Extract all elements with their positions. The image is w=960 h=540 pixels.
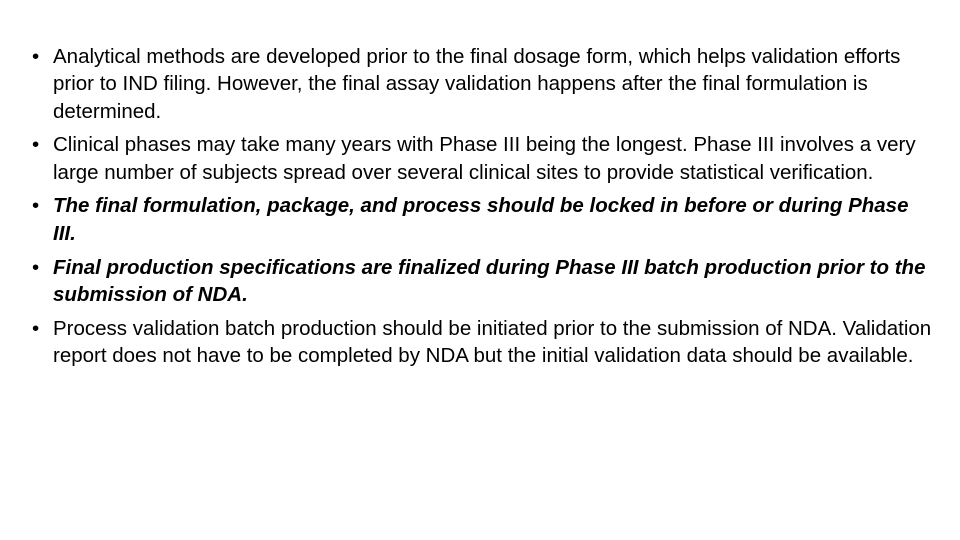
bullet-item-production-specifications (32, 254, 932, 309)
bullet-item-final-formulation (32, 192, 932, 247)
bullet-text: Analytical methods are developed prior to the final dosage form, which helps validation efforts prior to IND filing. However, the final assay validation happens after the final formulation is determined. (53, 45, 901, 123)
bullet-text: The final formulation, package, and process should be locked in before or during Phase III. (53, 194, 909, 245)
bullet-item-process-validation (32, 315, 932, 370)
bullet-item-analytical-methods (32, 43, 932, 125)
bullet-text: Final production specifications are finalized during Phase III batch production prior to the submission of NDA. (53, 255, 926, 306)
bullet-dot-icon: • (32, 133, 40, 157)
bullet-text: Clinical phases may take many years with Phase III being the longest. Phase III involves a very large number of subjects spread over several clinical sites to provide statistical verification. (53, 133, 916, 184)
bullet-text: Process validation batch production should be initiated prior to the submission of NDA. Validation report does not have to be completed by NDA but the initial validation data should be available. (53, 316, 932, 367)
bullet-item-clinical-phases (32, 131, 932, 186)
bullet-dot-icon: • (32, 45, 40, 68)
bullet-dot-icon: • (32, 194, 40, 218)
bullet-list (32, 43, 932, 376)
bullet-dot-icon: • (32, 255, 40, 279)
bullet-dot-icon: • (32, 316, 40, 340)
